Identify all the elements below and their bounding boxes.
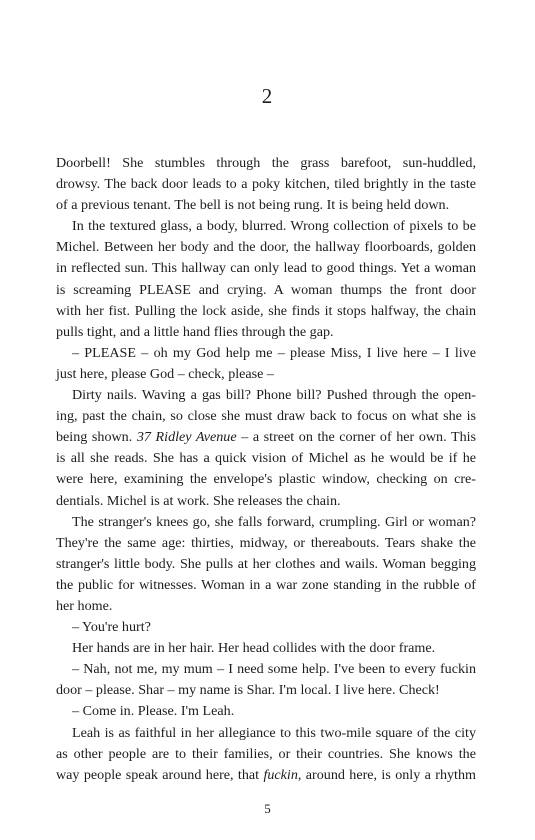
line-text: Michel. Between her body and the door, the hallway floorboards, golden (56, 239, 476, 256)
line-text: ing, past the chain, so close she must draw back to focus on what she is (56, 408, 476, 425)
line-text: stranger's little body. She pulls at her clothes and wails. Woman begging (56, 555, 476, 572)
line-text: as other people are to their families, or their countries. She knows the (56, 745, 476, 762)
text-line (56, 301, 476, 322)
line-text: – You're hurt? (72, 619, 151, 636)
line-text: – Nah, not me, my mum – I need some help. I've been to every fuckin (72, 661, 476, 678)
text-line (56, 575, 476, 596)
text-line (56, 723, 476, 744)
line-text: dentials. Michel is at work. She releases the chain. (56, 492, 341, 509)
text-line (56, 258, 476, 279)
line-text: They're the same age: thirties, midway, or thereabouts. Tears shake the (56, 534, 476, 551)
text-line (56, 385, 476, 406)
line-text: is screaming PLEASE and crying. A woman thumps the front door (56, 281, 476, 298)
line-text: being shown. (56, 429, 133, 446)
line-text: – PLEASE – oh my God help me – please Miss, I live here – I live (72, 344, 476, 361)
line-text-continued: – a street on the corner of her own. This (236, 429, 477, 446)
line-text: is all she reads. She has a quick vision of Michel as he would be if he (56, 450, 476, 467)
italic-text: 37 Ridley Avenue (136, 429, 237, 446)
line-text: Doorbell! She stumbles through the grass barefoot, sun-huddled, (56, 155, 476, 171)
italic-text: fuckin (263, 766, 298, 783)
text-line (56, 617, 476, 638)
text-line (56, 554, 476, 575)
text-line (56, 427, 476, 448)
text-line (56, 701, 476, 722)
text-line (56, 406, 476, 427)
line-text: the public for witnesses. Woman in a war zone standing in the rubble of (56, 576, 476, 593)
line-text: drowsy. The back door leads to a poky kitchen, tiled brightly in the taste (56, 176, 476, 193)
text-line (56, 512, 476, 533)
line-text: were here, examining the envelope's plastic window, checking on cre- (56, 471, 476, 488)
text-line (56, 638, 476, 659)
line-text: The stranger's knees go, she falls forward, crumpling. Girl or woman? (72, 513, 476, 530)
line-text: in reflected sun. This hallway can only lead to good things. Yet a woman (56, 260, 476, 277)
text-line (56, 174, 476, 195)
text-line (56, 195, 476, 216)
text-line (56, 533, 476, 554)
text-line (56, 322, 476, 343)
line-text-continued: , around here, is only a rhythm (297, 766, 476, 783)
text-line (56, 237, 476, 258)
text-line (56, 744, 476, 765)
text-line (56, 659, 476, 680)
line-text: with her fist. Pulling the lock aside, she finds it stops halfway, the chain (56, 302, 476, 319)
line-text: of a previous tenant. The bell is not being rung. It is being held down. (56, 197, 450, 214)
page-number: 5 (264, 801, 271, 816)
line-text: way people speak around here, that (56, 766, 260, 783)
line-text: just here, please God – check, please – (56, 365, 274, 382)
line-text: Her hands are in her hair. Her head collides with the door frame. (72, 640, 436, 657)
chapter-number: 2 (261, 84, 274, 108)
text-line (56, 343, 476, 364)
line-text: Dirty nails. Waving a gas bill? Phone bill? Pushed through the open- (72, 387, 476, 404)
text-line (56, 491, 476, 512)
text-line (56, 765, 476, 786)
text-line (56, 280, 476, 301)
body-text (56, 153, 476, 786)
text-line (56, 216, 476, 237)
text-line (56, 596, 476, 617)
text-line (56, 364, 476, 385)
text-line (56, 153, 476, 174)
line-text: pulls tight, and a little hand flies through the gap. (56, 323, 334, 340)
line-text: her home. (56, 597, 113, 614)
line-text: Leah is as faithful in her allegiance to this two-mile square of the city (72, 724, 476, 741)
text-line (56, 448, 476, 469)
line-text: door – please. Shar – my name is Shar. I'm local. I live here. Check! (56, 682, 440, 699)
text-line (56, 469, 476, 490)
line-text: In the textured glass, a body, blurred. Wrong collection of pixels to be (72, 218, 476, 235)
text-line (56, 680, 476, 701)
line-text: – Come in. Please. I'm Leah. (72, 703, 235, 720)
